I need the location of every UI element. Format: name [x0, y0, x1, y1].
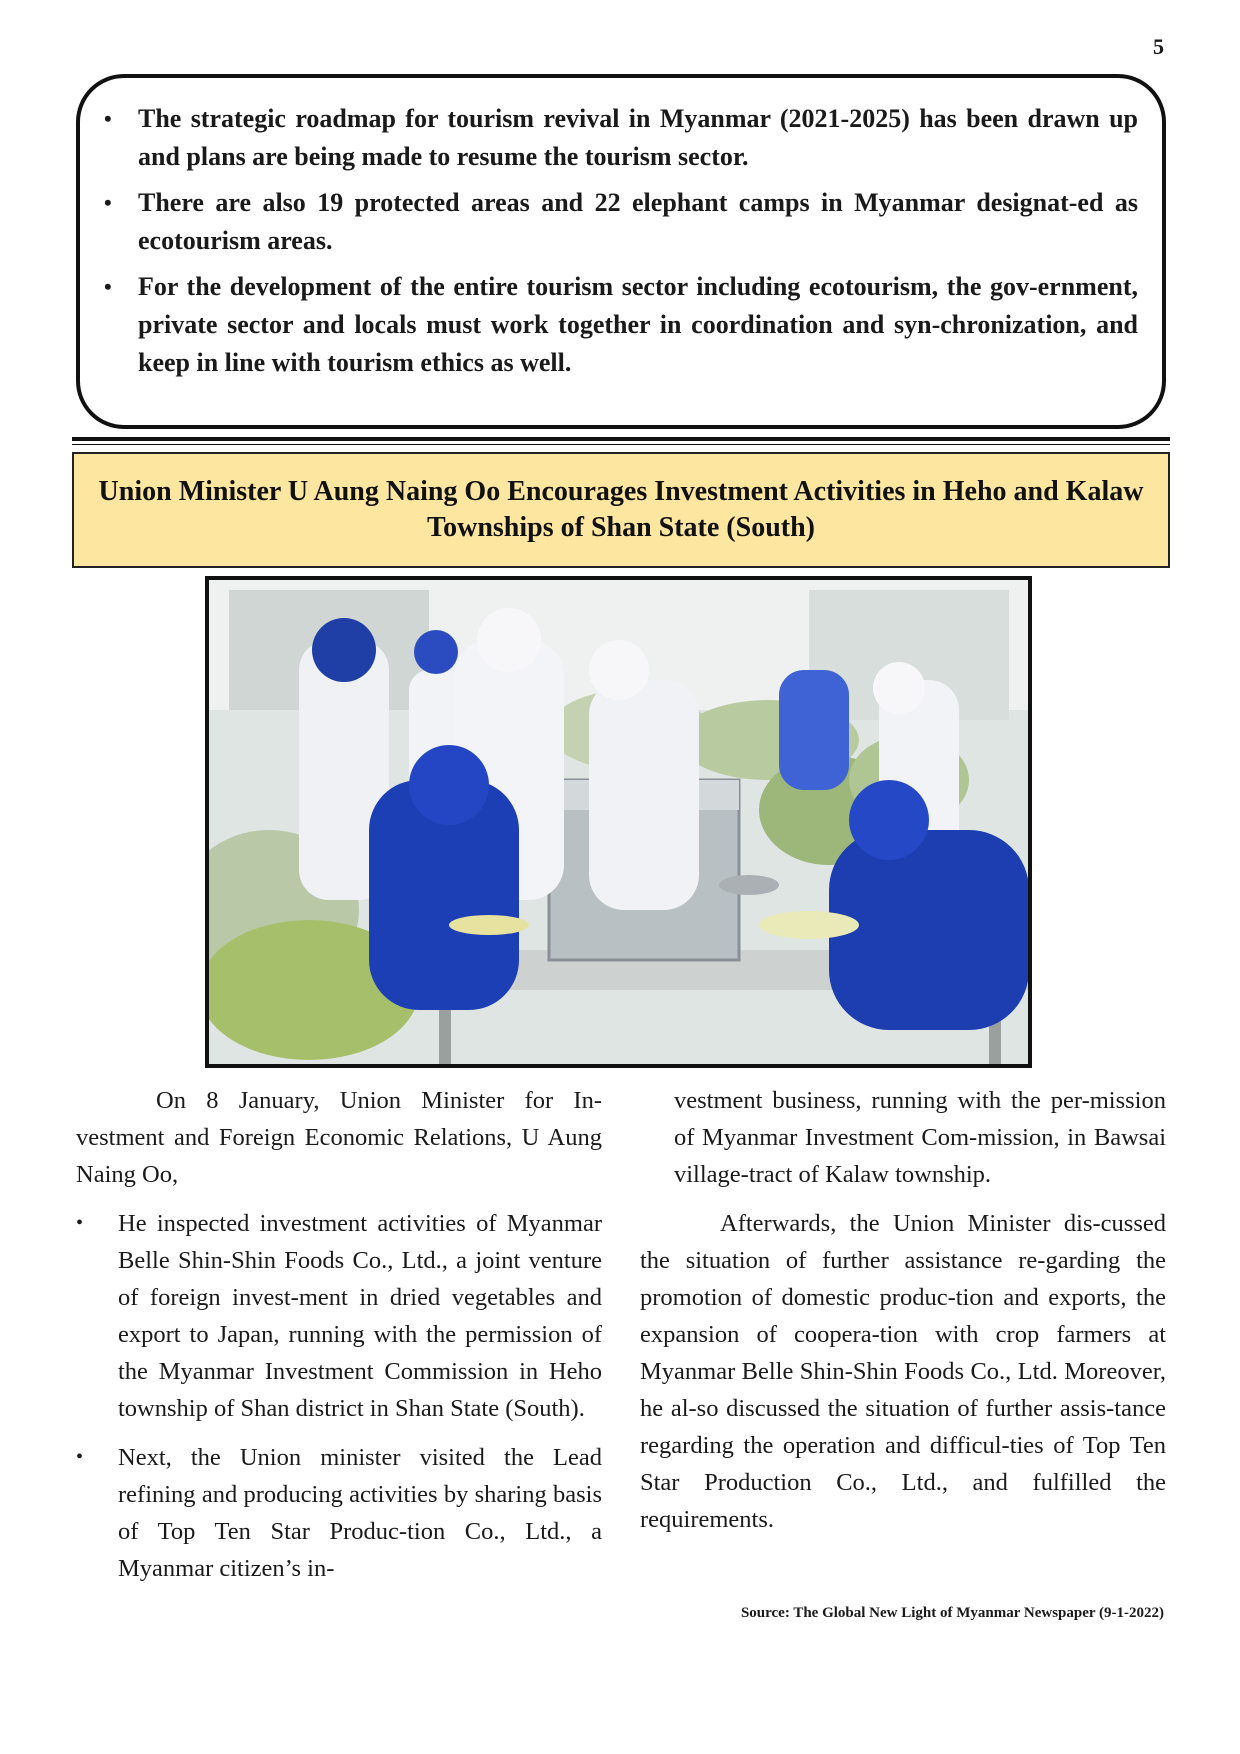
factory-workers-photo — [209, 580, 1028, 1064]
article-bullet — [76, 1439, 602, 1587]
summary-bullet — [104, 268, 1138, 382]
summary-bullet — [104, 100, 1138, 176]
bullet-icon: • — [104, 106, 112, 131]
summary-bullet-text: The strategic roadmap for tourism revival in Myanmar (2021-2025) has been drawn up and plans are being made to resume the tourism sector. — [138, 104, 1138, 171]
article-intro: On 8 January, Union Minister for In-vestment and Foreign Economic Relations, U Aung Naing Oo, — [76, 1087, 602, 1188]
bullet-continuation: vestment business, running with the per-mission of Myanmar Investment Com-mission, in Bawsai village-tract of Kalaw township. — [674, 1087, 1166, 1188]
article-headline: Union Minister U Aung Naing Oo Encourages Investment Activities in Heho and Kalaw Townships of Shan State (South) — [98, 476, 1144, 543]
summary-box — [76, 74, 1166, 429]
article-closing: Afterwards, the Union Minister dis-cussed the situation of further assistance re-garding the promotion of domestic produc-tion and exports, the expansion of coopera-tion with crop farmers at Myanmar Belle Shin-Shin Foods Co., Ltd. Moreover, he al-so discussed the situation of further assis-tance regarding the operation and difficul-ties of Top Ten Star Production Co., Ltd., and fulfilled the requirements. — [640, 1210, 1166, 1533]
article-column-right — [640, 1082, 1166, 1538]
bullet-icon: • — [76, 1212, 84, 1234]
bullet-icon: • — [76, 1446, 84, 1468]
summary-bullet-list — [104, 100, 1138, 382]
article-bullet — [76, 1205, 602, 1427]
summary-bullet-text: There are also 19 protected areas and 22 elephant camps in Myanmar designat-ed as ecotourism areas. — [138, 188, 1138, 255]
article-bullet-text: Next, the Union minister visited the Lead refining and producing activities by sharing basis of Top Ten Star Produc-tion Co., Ltd., a Myanmar citizen’s in- — [118, 1444, 602, 1582]
article-bullet-text: He inspected investment activities of Myanmar Belle Shin-Shin Foods Co., Ltd., a joint venture of foreign invest-ment in dried vegetables and export to Japan, running with the permission of the Myanmar Investment Commission in Heho township of Shan district in Shan State (South). — [118, 1210, 602, 1422]
section-divider-thin — [72, 444, 1170, 445]
article-photo — [205, 576, 1032, 1068]
section-divider — [72, 437, 1170, 441]
article-column-left — [76, 1082, 602, 1599]
summary-bullet-text: For the development of the entire tourism sector including ecotourism, the gov-ernment, private sector and locals must work together in coordination and syn-chronization, and keep in line with tourism ethics as well. — [138, 272, 1138, 377]
bullet-icon: • — [104, 190, 112, 215]
article-bullet-list — [76, 1205, 602, 1587]
headline-banner — [72, 452, 1170, 568]
summary-bullet — [104, 184, 1138, 260]
source-credit: Source: The Global New Light of Myanmar Newspaper (9-1-2022) — [740, 1605, 1164, 1621]
bullet-icon: • — [104, 274, 112, 299]
page-number: 5 — [1153, 34, 1164, 59]
